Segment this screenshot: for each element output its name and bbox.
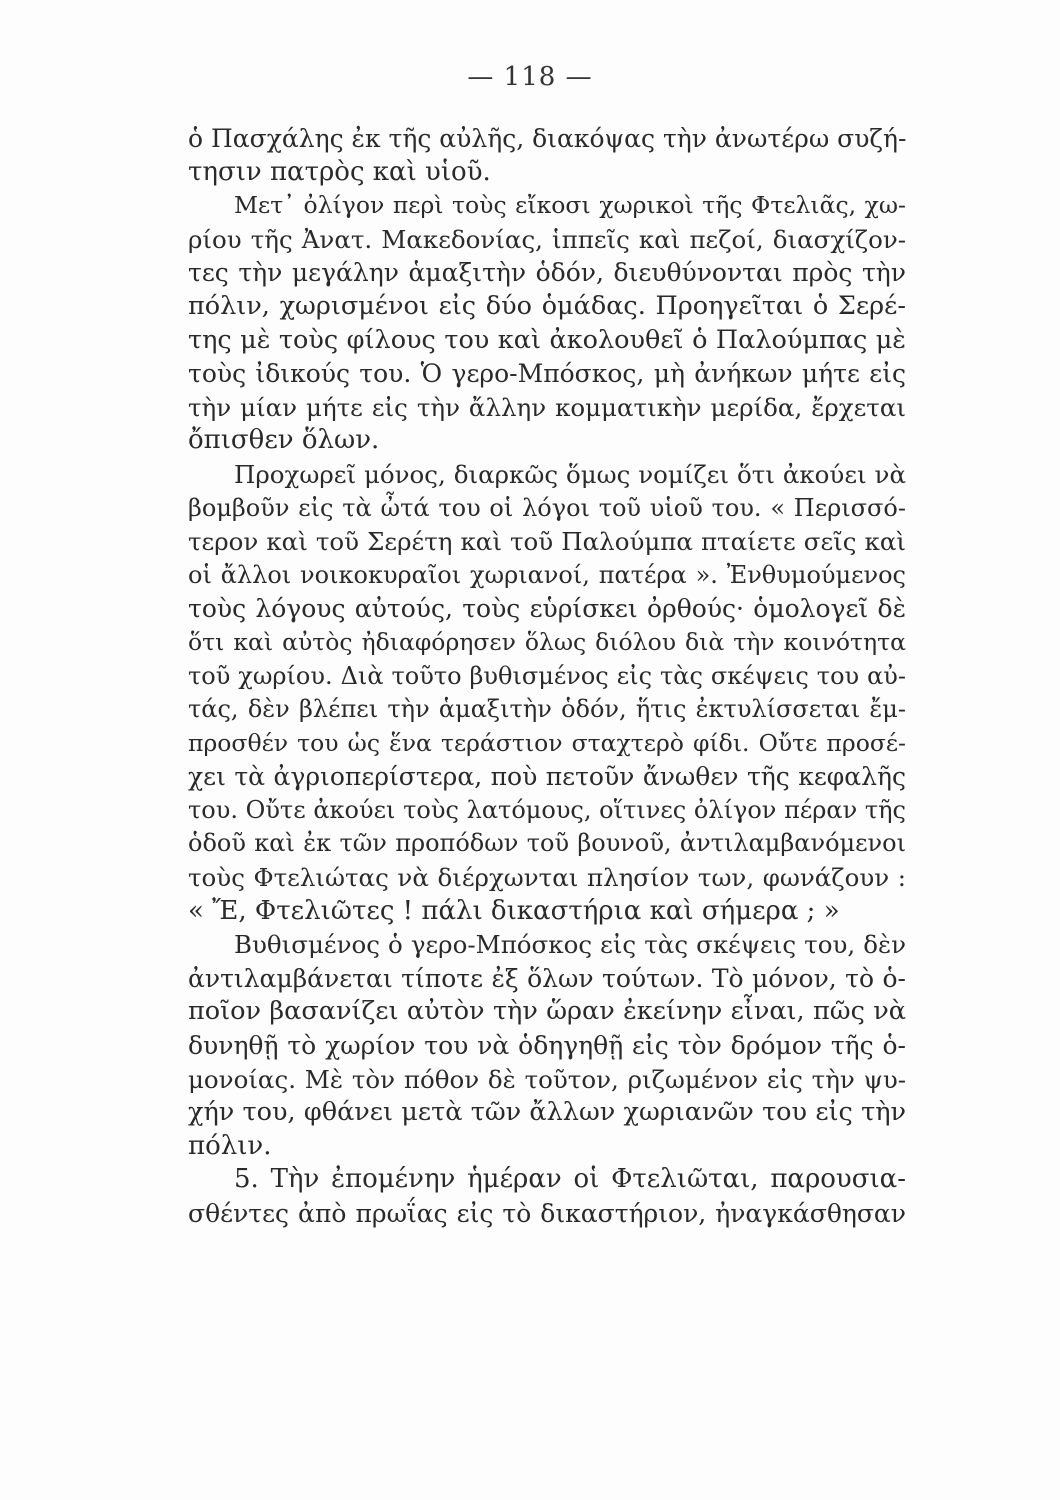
text-line: τησιν πατρὸς καὶ υἱοῦ. bbox=[188, 156, 491, 187]
text-line: τὴν μίαν μήτε εἰς τὴν ἄλλην κομματικὴν μερίδα, ἔρχεται bbox=[188, 392, 906, 422]
text-line: ρίου τῆς Ἀνατ. Μακεδονίας, ἱππεῖς καὶ πεζοί, διασχίζον- bbox=[188, 224, 906, 254]
text-line: βομβοῦν εἰς τὰ ὦτά του οἱ λόγοι τοῦ υἱοῦ του. « Περισσό- bbox=[188, 493, 906, 522]
text-line: πόλιν. bbox=[188, 1130, 272, 1161]
text-line: του. Οὔτε ἀκούει τοὺς λατόμους, οἵτινες ὀλίγον πέραν τῆς bbox=[188, 795, 906, 824]
text-line: ὁ Πασχάλης ἐκ τῆς αὐλῆς, διακόψας τὴν ἀνωτέρω συζή- bbox=[188, 124, 907, 153]
text-line: χει τὰ ἀγριοπερίστερα, ποὺ πετοῦν ἄνωθεν τῆς κεφαλῆς bbox=[188, 762, 906, 792]
text-line: σθέντες ἀπὸ πρωΐας εἰς τὸ δικαστήριον, ἠναγκάσθησαν bbox=[188, 1199, 906, 1228]
text-line: τοὺς λόγους αὐτούς, τοὺς εὑρίσκει ὀρθούς· ὁμολογεῖ δὲ bbox=[188, 594, 906, 624]
text-line: πόλιν, χωρισμένοι εἰς δύο ὁμάδας. Προηγεῖται ὁ Σερέ- bbox=[188, 290, 906, 321]
text-line: τοὺς ἰδικούς του. Ὁ γερο-Μπόσκος, μὴ ἀνήκων μήτε εἰς bbox=[188, 359, 906, 389]
text-line: δυνηθῇ τὸ χωρίον του νὰ ὁδηγηθῇ εἰς τὸν δρόμον τῆς ὁ- bbox=[188, 1031, 906, 1061]
text-line: της μὲ τοὺς φίλους του καὶ ἀκολουθεῖ ὁ Παλούμπας μὲ bbox=[188, 324, 906, 355]
text-line: χήν του, φθάνει μετὰ τῶν ἄλλων χωριανῶν του εἰς τὴν bbox=[188, 1097, 906, 1128]
text-line: ποῖον βασανίζει αὐτὸν τὴν ὥραν ἐκείνην εἶναι, πῶς νὰ bbox=[188, 996, 906, 1027]
text-line: οἱ ἄλλοι νοικοκυραῖοι χωριανοί, πατέρα ». Ἐνθυμούμενος bbox=[188, 560, 906, 589]
text-line: ὁδοῦ καὶ ἐκ τῶν προπόδων τοῦ βουνοῦ, ἀντιλαμβανόμενοι bbox=[188, 829, 906, 858]
text-line: ὅτι καὶ αὐτὸς ἠδιαφόρησεν ὅλως διόλου διὰ τὴν κοινότητα bbox=[188, 627, 906, 656]
body-text bbox=[188, 122, 906, 1231]
text-line: « Ἔ, Φτελιῶτες ! πάλι δικαστήρια καὶ σήμερα ; » bbox=[188, 895, 840, 926]
text-line: μονοίας. Μὲ τὸν πόθον δὲ τοῦτον, ριζωμένον εἰς τὴν ψυ- bbox=[188, 1064, 906, 1094]
text-line: τες τὴν μεγάλην ἁμαξιτὴν ὁδόν, διευθύνονται πρὸς τὴν bbox=[188, 258, 906, 288]
text-line: Μετ᾽ ὀλίγον περὶ τοὺς εἴκοσι χωρικοὶ τῆς Φτελιᾶς, χω- bbox=[234, 191, 906, 220]
text-line: τερον καὶ τοῦ Σερέτη καὶ τοῦ Παλούμπα πταίετε σεῖς καὶ bbox=[188, 527, 906, 557]
text-line: ἀντιλαμβάνεται τίποτε ἐξ ὅλων τούτων. Τὸ μόνον, τὸ ὁ- bbox=[188, 963, 906, 993]
text-line: τοὺς Φτελιώτας νὰ διέρχωνται πλησίον των, φωνάζουν : bbox=[188, 863, 906, 893]
text-line: τάς, δὲν βλέπει τὴν ἁμαξιτὴν ὁδόν, ἥτις ἐκτυλίσσεται ἔμ- bbox=[188, 695, 906, 724]
text-line: Προχωρεῖ μόνος, διαρκῶς ὅμως νομίζει ὅτι ἀκούει νὰ bbox=[234, 459, 906, 489]
text-line: τοῦ χωρίου. Διὰ τοῦτο βυθισμένος εἰς τὰς σκέψεις του αὐ- bbox=[188, 661, 906, 690]
text-line: Βυθισμένος ὁ γερο-Μπόσκος εἰς τὰς σκέψεις του, δὲν bbox=[234, 930, 906, 960]
text-line: προσθέν του ὡς ἕνα τεράστιον σταχτερὸ φίδι. Οὔτε προσέ- bbox=[188, 728, 906, 757]
text-line: 5. Τὴν ἐπομένην ἡμέραν οἱ Φτελιῶται, παρουσια- bbox=[234, 1164, 906, 1195]
text-line: ὄπισθεν ὅλων. bbox=[188, 425, 380, 456]
page-number: — 118 — bbox=[467, 62, 593, 92]
